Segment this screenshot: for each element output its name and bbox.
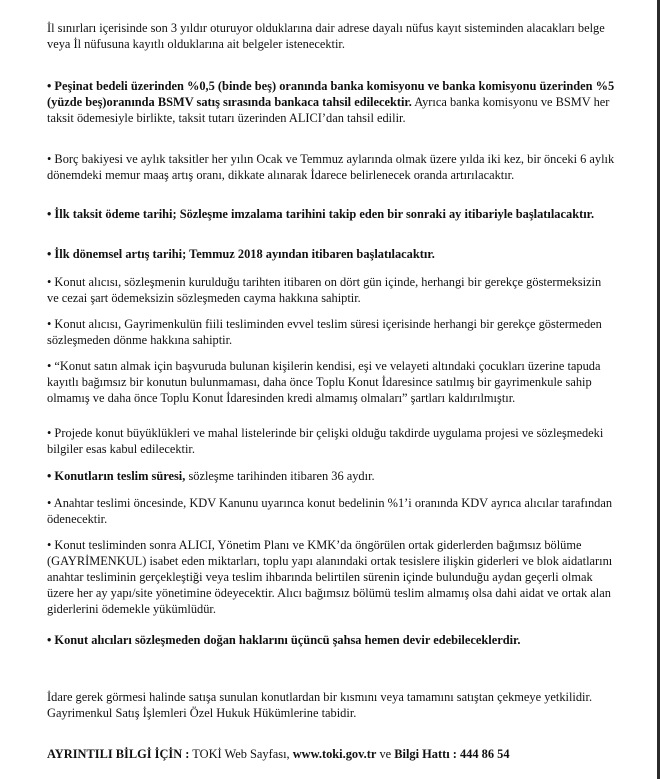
bold-text: • İlk dönemsel artış tarihi; Temmuz 2018 ayından itibaren başlatılacaktır. xyxy=(47,247,435,261)
paragraph-common-expenses: • Konut tesliminden sonra ALICI, Yönetim Planı ve KMK’da öngörülen ortak giderlerden bağımsız bölüme (GAYRİMENKUL) isabet eden miktarları, toplu yapı alanındaki ortak tesislere ilişkin giderleri ve blok aidatlarını anahtar tesliminin gerçekleştiği veya teslim ihbarında belirtilen sürenin içinde bulunduğu aydan geçerli olmak üzere her ay yapı/site yönetimine ödeyecektir. Alıcı bağımsız bölümü teslim almamış olsa dahi aidat ve ortak alan giderlerini ödemekle yükümlüdür. xyxy=(47,538,613,616)
paragraph-first-increase-date xyxy=(47,246,615,262)
paragraph-first-installment-date xyxy=(47,206,615,222)
contact-heading: AYRINTILI BİLGİ İÇİN : xyxy=(47,747,190,761)
paragraph-installment-increase: • Borç bakiyesi ve aylık taksitler her yılın Ocak ve Temmuz aylarında olmak üzere yılda iki kez, bir önceki 6 aylık dönemdeki memur maaş artış oranı, dikkate alınarak İdarece belirlenecek oranda artırılacaktır. xyxy=(47,152,615,182)
paragraph-residence-requirement: İl sınırları içerisinde son 3 yıldır oturuyor olduklarına dair adrese dayalı nüfus kayıt sisteminden alacakları belge veya İl nüfusuna kayıtlı olduklarına ait belgeler istenecektir. xyxy=(47,21,605,51)
paragraph-project-discrepancy: • Projede konut büyüklükleri ve mahal listelerinde bir çelişki olduğu takdirde uygulama projesi ve sözleşmedeki bilgiler esas kabul edilecektir. xyxy=(47,426,604,456)
paragraph-administration-rights: İdare gerek görmesi halinde satışa sunulan konutlardan bir kısmını veya tamamını satıştan çekmeye yetkilidir. Gayrimenkul Satış İşlemleri Özel Hukuk Hükümlerine tabidir. xyxy=(47,690,593,720)
hotline-text: Bilgi Hattı : 444 86 54 xyxy=(394,747,510,761)
website-text: www.toki.gov.tr xyxy=(292,747,377,761)
bold-text: • Peşinat bedeli üzerinden %0,5 (binde beş) oranında banka komisyonu ve banka komisyonu üzerinden %5 (yüzde beş)oranında BSMV satış sırasında bankaca tahsil edilecektir. xyxy=(47,79,615,109)
body-text: TOKİ Web Sayfası, xyxy=(189,747,293,761)
paragraph-delivery-time xyxy=(47,468,615,484)
paragraph-cancellation-right: • Konut alıcısı, Gayrimenkulün fiili tesliminden evvel teslim süresi içerisinde herhangi bir gerekçe göstermeden sözleşmeden dönme hakkına sahiptir. xyxy=(47,317,602,347)
body-text: sözleşme tarihinden itibaren 36 aydır. xyxy=(185,469,375,483)
paragraph-contact-info xyxy=(47,746,615,762)
bold-text: • Konutların teslim süresi, xyxy=(47,469,186,483)
paragraph-bank-commission xyxy=(47,78,615,126)
body-text: ve xyxy=(376,747,395,761)
paragraph-withdrawal-right: • Konut alıcısı, sözleşmenin kurulduğu tarihten itibaren on dört gün içinde, herhangi bir gerekçe göstermeksizin ve cezai şart ödemeksizin sözleşmeden cayma hakkına sahiptir. xyxy=(47,275,602,305)
paragraph-conditions-removed: • “Konut satın almak için başvuruda bulunan kişilerin kendisi, eşi ve velayeti altındaki çocukları üzerine tapuda kayıtlı bağımsız bir konutun bulunmaması, daha önce Toplu Konut İdaresince satılmış bir gayrimenkule sahip olmamış ve daha önce Toplu Konut İdaresinden kredi almamış olmaları” şartları kaldırılmıştır. xyxy=(47,359,601,405)
paragraph-vat: • Anahtar teslimi öncesinde, KDV Kanunu uyarınca konut bedelinin %1’i oranında KDV ayrıca alıcılar tarafından ödenecektir. xyxy=(47,496,613,526)
body-text: Ayrıca banka komisyonu ve BSMV her taksit ödemesiyle birlikte, taksit tutarı üzerinden ALICI’dan tahsil edilir. xyxy=(47,95,610,125)
bold-text: • İlk taksit ödeme tarihi; Sözleşme imzalama tarihini takip eden bir sonraki ay itibariyle başlatılacaktır. xyxy=(47,207,595,221)
paragraph-rights-transfer xyxy=(47,632,615,648)
bold-text: • Konut alıcıları sözleşmeden doğan haklarını üçüncü şahsa hemen devir edebileceklerdir. xyxy=(47,633,521,647)
